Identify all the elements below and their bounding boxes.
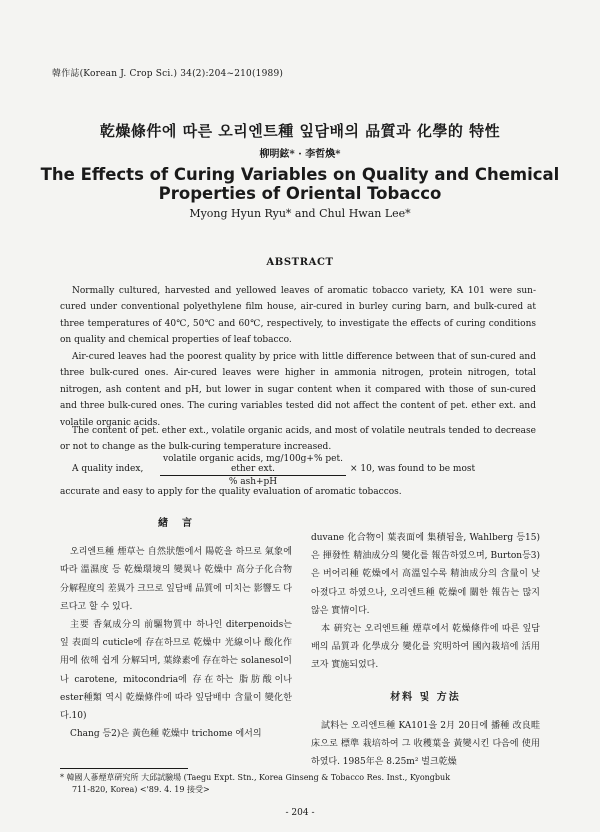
footnote-divider: [60, 768, 188, 769]
methods-heading: 材料 및 方法: [390, 691, 461, 703]
introduction-column: [60, 515, 292, 743]
formula-lead: A quality index,: [72, 464, 144, 474]
quality-index-formula: [60, 454, 536, 488]
english-authors: Myong Hyun Ryu* and Chul Hwan Lee*: [189, 207, 411, 220]
english-title-line-1: The Effects of Curing Variables on Quality and Chemical: [40, 165, 560, 184]
formula-numerator: volatile organic acids, mg/100g+% pet. ether ext.: [160, 454, 346, 476]
right-paragraph-2: 本 硏究는 오리엔트種 煙草에서 乾燥條件에 따른 잎담배의 品質과 化學成分 變化를 究明하여 國內栽培에 活用코자 實施되었다.: [311, 624, 540, 671]
right-column: [311, 529, 540, 771]
page-number: - 204 -: [285, 808, 315, 818]
intro-paragraph-1: 오리엔트種 煙草는 自然狀態에서 陽乾을 하므로 氣象에 따라 溫濕度 등 乾燥環境의 變異나 乾燥中 高分子化合物 分解程度의 差異가 크므로 잎담배 品質에 미치는 影響도 다르다고 할 수 있다.: [60, 547, 292, 612]
abstract-paragraph-2: Air-cured leaves had the poorest quality by price with little difference between that of sun-cured and three bulk-cured ones. Air-cured leaves were higher in ammonia nitrogen, protein nitrogen, total nitrogen, ash content and pH, but lower in sugar content when it compared with those of sun-cured and three bulk-cured ones. The curing variables tested did not affect the content of pet. ether ext. and volatile organic acids.: [60, 352, 536, 428]
abstract-paragraph-4: accurate and easy to apply for the quality evaluation of aromatic tobaccos.: [60, 487, 402, 497]
intro-paragraph-3: Chang 등2)은 黃色種 乾燥中 trichome 에서의: [70, 729, 262, 740]
footnote: [60, 772, 540, 796]
abstract-paragraph-1: Normally cultured, harvested and yellowed leaves of aromatic tobacco variety, KA 101 were sun-cured under conventional polyethylene film house, air-cured in burley curing barn, and bulk-cured at three temperatures of 40℃, 50℃ and 60℃, respectively, to investigate the effects of curing conditions on quality and chemical properties of leaf tobacco.: [60, 286, 536, 346]
formula-fraction: [160, 454, 346, 487]
methods-paragraph: 試料는 오리엔트種 KA101을 2月 20日에 播種 改良畦床으로 標準 栽培하여 그 收穫葉을 黃變시킨 다음에 使用하였다. 1985年은 8.25m² 벌크乾燥: [311, 720, 540, 768]
footnote-line-1: * 韓國人蔘煙草硏究所 大邱試驗場 (Taegu Expt. Stn., Korea Ginseng & Tobacco Res. Inst., Kyongbuk: [60, 773, 451, 782]
formula-denominator: % ash+pH: [228, 477, 278, 487]
abstract-heading: ABSTRACT: [266, 257, 334, 268]
introduction-heading: 緖 言: [158, 518, 194, 529]
intro-paragraph-2: 主要 香氣成分의 前驅物質中 하나인 diterpenoids는 잎 表面의 cuticle에 存在하므로 乾燥中 光線이나 酸化作用에 依해 쉽게 分解되며, 葉綠素에 存在하는 solanesol이나 carotene, mitocondria에 存在하는 脂肪酸이나 ester種類 역시 乾燥條件에 따라 잎담배中 含量이 變化한다.10): [60, 620, 292, 722]
footnote-line-2: 711-820, Korea) <'89. 4. 19 接受>: [72, 785, 210, 794]
right-paragraph-1: duvane 化合物이 葉表面에 集積됨을, Wahlberg 등15)은 揮發性 精油成分의 變化를 報告하였으며, Burton등3)은 버어리種 乾燥에서 高溫일수록 精油成分의 含量이 낮아졌다고 하였으나, 오리엔트種 乾燥에 關한 報告는 많지 않은 實情이다.: [311, 533, 540, 616]
english-title-line-2: Properties of Oriental Tobacco: [158, 184, 442, 203]
abstract-paragraph-3: The content of pet. ether ext., volatile organic acids, and most of volatile neutrals tended to decrease or not to change as the bulk-curing temperature increased.: [60, 426, 536, 453]
english-title: [0, 165, 600, 203]
korean-authors: 柳明鉉* · 李哲煥*: [259, 149, 341, 160]
korean-title: 乾燥條件에 따른 오리엔트種 잎담배의 品質과 化學的 特性: [99, 122, 501, 140]
journal-citation: 韓作誌(Korean J. Crop Sci.) 34(2):204~210(1989): [52, 69, 284, 79]
formula-tail: × 10, was found to be most: [350, 464, 476, 474]
